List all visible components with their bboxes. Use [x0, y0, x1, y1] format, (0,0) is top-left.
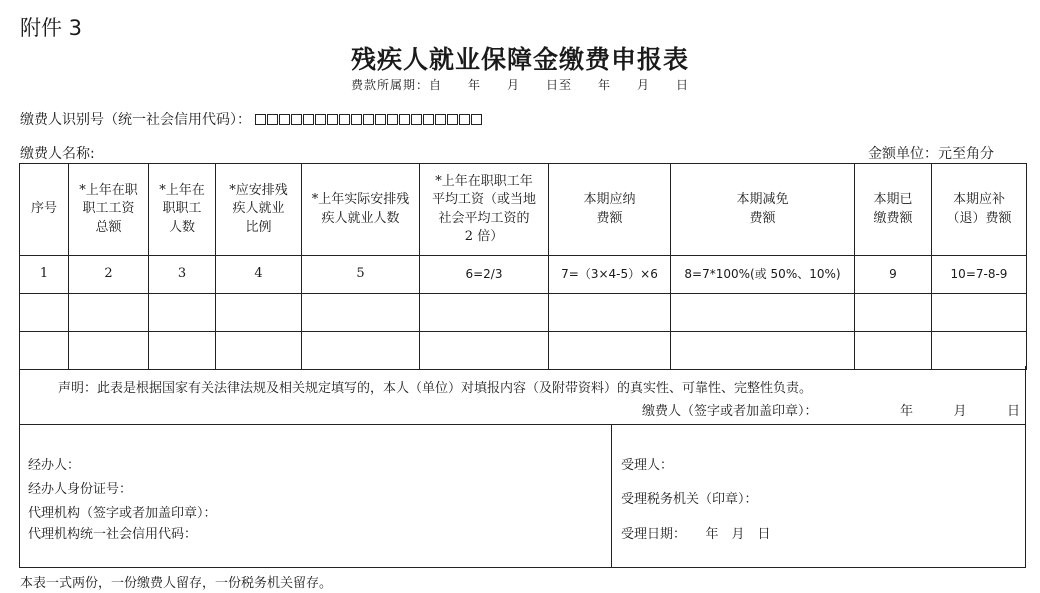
processing-section [19, 424, 1026, 568]
taxpayer-id-boxes[interactable] [255, 114, 482, 125]
column-header-line: （退）费额 [946, 210, 1012, 226]
id-digit-box[interactable] [447, 114, 458, 125]
declaration-date [900, 400, 1020, 419]
accept-date-label: 受理日期： 年 月 日 [621, 527, 771, 542]
section-divider [611, 425, 612, 567]
column-header [302, 164, 420, 256]
column-header [932, 164, 1027, 256]
table-cell: 3 [149, 256, 216, 294]
column-header-line: 比例 [245, 219, 272, 235]
id-digit-box[interactable] [339, 114, 350, 125]
table-header-row [20, 164, 1027, 256]
table-row[interactable] [20, 294, 1027, 332]
id-digit-box[interactable] [267, 114, 278, 125]
handler-id-label: 经办人身份证号： [28, 482, 133, 497]
table-cell[interactable] [549, 294, 671, 332]
column-header [549, 164, 671, 256]
column-header-line: 缴费额 [873, 210, 913, 226]
amount-unit: 金额单位：元至角分 [868, 146, 994, 162]
id-digit-box[interactable] [315, 114, 326, 125]
column-header-line: 本期应纳 [583, 192, 636, 208]
footer-note: 本表一式两份，一份缴费人留存，一份税务机关留存。 [20, 576, 333, 591]
column-header [20, 164, 69, 256]
table-cell: 7=（3×4-5）×6 [549, 256, 671, 294]
column-header-line: *上年在 [159, 183, 205, 199]
table-cell[interactable] [69, 294, 149, 332]
date-year: 年 [900, 404, 914, 419]
column-header-line: 序号 [30, 201, 57, 217]
taxpayer-id-row [20, 109, 482, 129]
id-digit-box[interactable] [375, 114, 386, 125]
column-header [69, 164, 149, 256]
column-header-line: 费额 [749, 210, 776, 226]
handler-label: 经办人： [28, 458, 81, 473]
table-cell[interactable] [149, 294, 216, 332]
payer-signature-label: 缴费人（签字或者加盖印章）： [642, 404, 818, 419]
id-digit-box[interactable] [411, 114, 422, 125]
table-cell[interactable] [671, 332, 855, 370]
id-digit-box[interactable] [255, 114, 266, 125]
table-cell[interactable] [69, 332, 149, 370]
table-cell[interactable] [20, 294, 69, 332]
column-header-line: 2 倍） [464, 228, 504, 244]
table-cell[interactable] [420, 332, 549, 370]
table-cell[interactable] [302, 294, 420, 332]
table-cell: 9 [855, 256, 932, 294]
agency-code-label: 代理机构统一社会信用代码： [28, 527, 198, 542]
table-cell: 8=7*100%(或 50%、10%) [671, 256, 855, 294]
column-header-line: 疾人就业 [232, 201, 285, 217]
id-digit-box[interactable] [387, 114, 398, 125]
taxpayer-id-label: 缴费人识别号（统一社会信用代码）： [20, 112, 251, 128]
column-header-line: *上年实际安排残 [311, 192, 410, 208]
column-header-line: 职工工资 [82, 201, 135, 217]
table-cell[interactable] [671, 294, 855, 332]
column-header-line: *上年在职职工年 [435, 174, 533, 190]
declaration-section [19, 366, 1026, 425]
column-header [855, 164, 932, 256]
column-header-line: 社会平均工资的 [438, 210, 530, 226]
column-header [420, 164, 549, 256]
column-header [216, 164, 302, 256]
date-month: 月 [953, 404, 967, 419]
id-digit-box[interactable] [471, 114, 482, 125]
agency-label: 代理机构（签字或者加盖印章）： [28, 506, 217, 521]
id-digit-box[interactable] [279, 114, 290, 125]
table-cell[interactable] [149, 332, 216, 370]
column-header-line: *应安排残 [229, 183, 288, 199]
date-day: 日 [1006, 404, 1020, 419]
id-digit-box[interactable] [363, 114, 374, 125]
table-cell[interactable] [932, 294, 1027, 332]
table-cell[interactable] [855, 294, 932, 332]
table-cell: 1 [20, 256, 69, 294]
column-header-line: 总额 [95, 219, 122, 235]
form-title: 残疾人就业保障金缴费申报表 [350, 45, 689, 74]
column-header-line: 职职工 [162, 201, 202, 217]
tax-office-label: 受理税务机关（印章）： [621, 492, 758, 507]
id-digit-box[interactable] [459, 114, 470, 125]
attachment-label: 附件 3 [20, 16, 83, 40]
id-digit-box[interactable] [351, 114, 362, 125]
receiver-label: 受理人： [621, 458, 674, 473]
declaration-table [19, 163, 1027, 370]
table-cell: 2 [69, 256, 149, 294]
id-digit-box[interactable] [435, 114, 446, 125]
column-header-line: 本期应补 [952, 192, 1005, 208]
table-cell[interactable] [932, 332, 1027, 370]
table-row [20, 256, 1027, 294]
table-cell: 10=7-8-9 [932, 256, 1027, 294]
column-header-line: 本期减免 [736, 192, 789, 208]
table-cell[interactable] [420, 294, 549, 332]
column-header-line: 费额 [596, 210, 623, 226]
declaration-text: 声明：此表是根据国家有关法律法规及相关规定填写的，本人（单位）对填报内容（及附带资料）的真实性、可靠性、完整性负责。 [58, 381, 813, 396]
id-digit-box[interactable] [327, 114, 338, 125]
column-header-line: 人数 [168, 219, 195, 235]
column-header-line: 平均工资（或当地 [431, 192, 536, 208]
column-header [149, 164, 216, 256]
id-digit-box[interactable] [399, 114, 410, 125]
taxpayer-name-label: 缴费人名称: [20, 146, 95, 162]
table-cell[interactable] [302, 332, 420, 370]
id-digit-box[interactable] [423, 114, 434, 125]
column-header-line: 疾人就业人数 [321, 210, 400, 226]
column-header-line: *上年在职 [79, 183, 138, 199]
table-cell[interactable] [216, 294, 302, 332]
table-cell[interactable] [549, 332, 671, 370]
id-digit-box[interactable] [291, 114, 302, 125]
table-cell: 5 [302, 256, 420, 294]
id-digit-box[interactable] [303, 114, 314, 125]
table-cell[interactable] [855, 332, 932, 370]
column-header-line: 本期已 [873, 192, 913, 208]
column-header [671, 164, 855, 256]
table-cell: 6=2/3 [420, 256, 549, 294]
table-cell[interactable] [20, 332, 69, 370]
table-cell: 4 [216, 256, 302, 294]
table-row[interactable] [20, 332, 1027, 370]
table-cell[interactable] [216, 332, 302, 370]
fee-period-line: 费款所属期：自 年 月 日至 年 月 日 [350, 78, 689, 92]
